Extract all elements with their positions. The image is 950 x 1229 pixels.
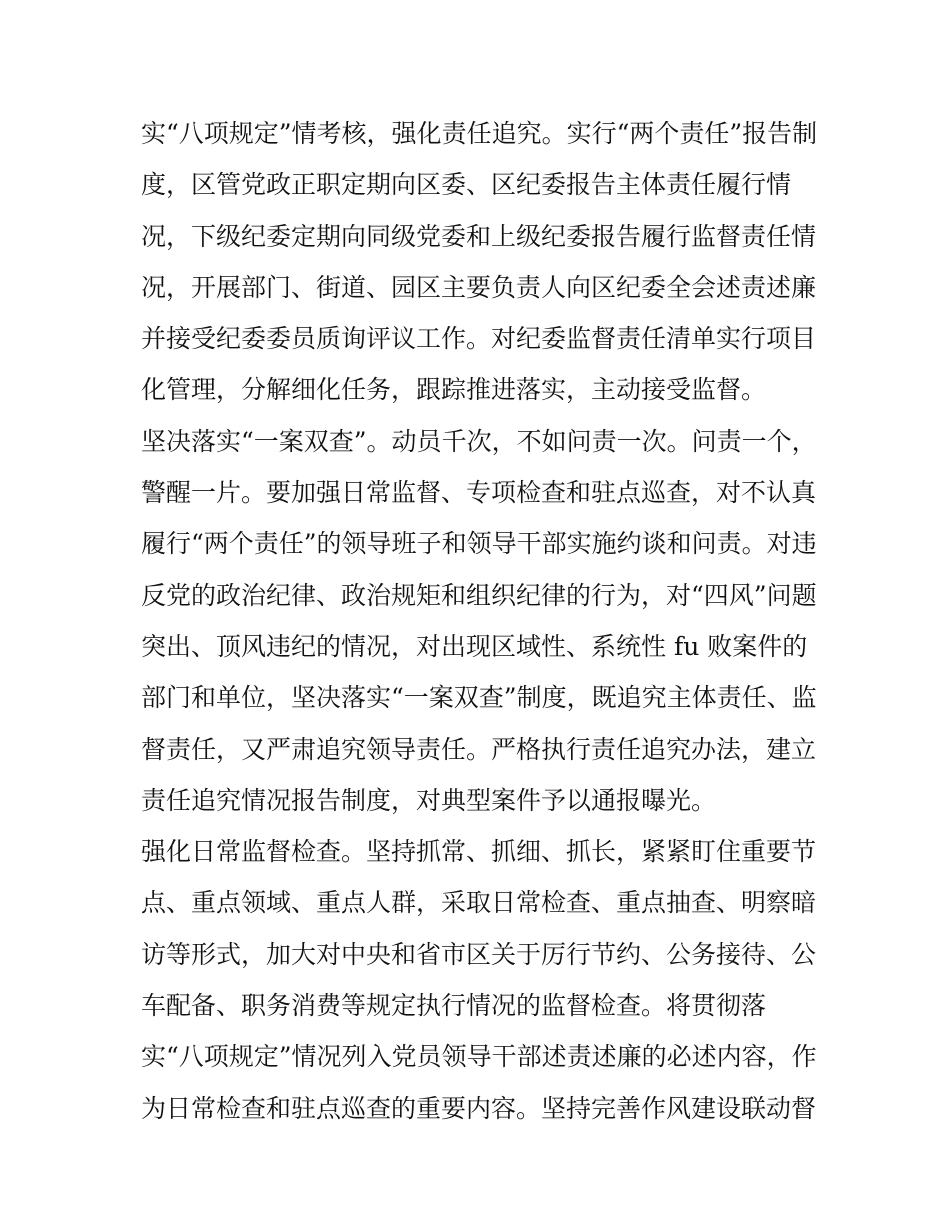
text-line-16: 点、重点领域、重点人群，采取日常检查、重点抽查、明察暗 [141, 888, 817, 918]
text-line-5: 并接受纪委委员质询评议工作。对纪委监督责任清单实行项目 [141, 324, 817, 354]
text-line-7: 坚决落实“一案双查”。动员千次，不如问责一次。问责一个， [141, 426, 817, 456]
text-line-10: 反党的政治纪律、政治规矩和组织纪律的行为，对“四风”问题 [141, 580, 817, 610]
text-line-12: 部门和单位，坚决落实“一案双查”制度，既追究主体责任、监 [141, 683, 817, 713]
text-line-17: 访等形式，加大对中央和省市区关于厉行节约、公务接待、公 [141, 939, 817, 969]
text-line-20: 为日常检查和驻点巡查的重要内容。坚持完善作风建设联动督 [141, 1093, 817, 1123]
document-body [141, 108, 821, 1134]
text-line-2: 度，区管党政正职定期向区委、区纪委报告主体责任履行情 [141, 170, 792, 200]
text-line-6: 化管理，分解细化任务，跟踪推进落实，主动接受监督。 [141, 375, 767, 405]
text-line-1: 实“八项规定”情考核，强化责任追究。实行“两个责任”报告制 [141, 119, 818, 148]
text-line-11: 突出、顶风违纪的情况，对出现区域性、系统性 fu 败案件的 [141, 631, 808, 661]
text-line-8: 警醒一片。要加强日常监督、专项检查和驻点巡查，对不认真 [141, 478, 817, 508]
text-line-13: 督责任，又严肃追究领导责任。严格执行责任追究办法，建立 [141, 734, 817, 764]
text-line-4: 况，开展部门、街道、园区主要负责人向区纪委全会述责述廉 [141, 272, 817, 302]
text-line-14: 责任追究情况报告制度，对典型案件予以通报曝光。 [141, 785, 717, 815]
text-line-3: 况，下级纪委定期向同级党委和上级纪委报告履行监督责任情 [141, 221, 817, 251]
text-line-15: 强化日常监督检查。坚持抓常、抓细、抓长，紧紧盯住重要节 [141, 837, 817, 867]
text-line-19: 实“八项规定”情况列入党员领导干部述责述廉的必述内容，作 [141, 1042, 817, 1072]
text-line-9: 履行“两个责任”的领导班子和领导干部实施约谈和问责。对违 [141, 529, 817, 559]
text-line-18: 车配备、职务消费等规定执行情况的监督检查。将贯彻落 [141, 991, 767, 1021]
